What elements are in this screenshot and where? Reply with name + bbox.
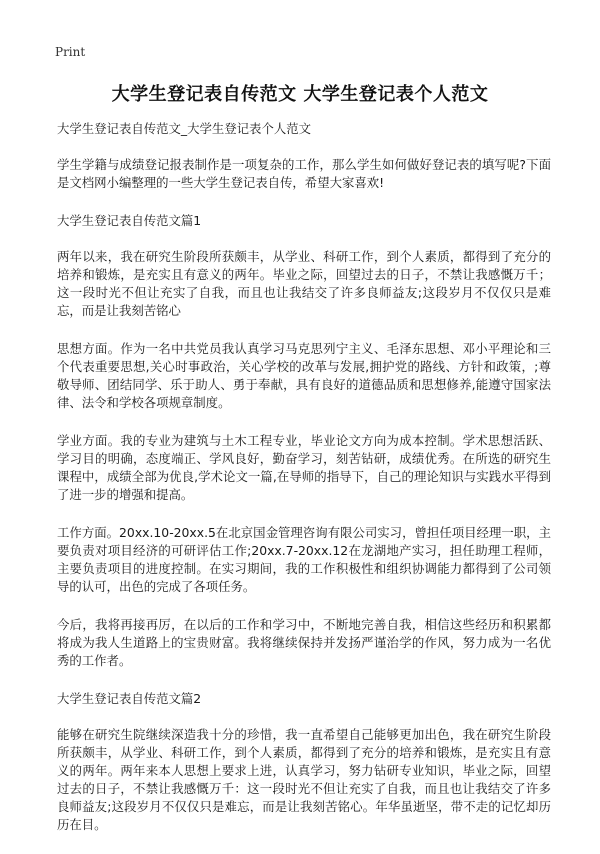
body-paragraph: 工作方面。20xx.10-20xx.5在北京国金管理咨询有限公司实习，曾担任项目经理一职，主要负责对项目经济的可研评估工作;20xx.7-20xx.12在龙湖地产实习，担任助理工程师，主要负责项目的进度控制。在实习期间，我的工作积极性和组织协调能力都得到了公司领导的认可，出色的完成了各项任务。 <box>57 525 551 594</box>
body-paragraph: 学业方面。我的专业为建筑与土木工程专业，毕业论文方向为成本控制。学术思想活跃、学习目的明确，态度端正、学风良好，勤奋学习，刻苦钻研，成绩优秀。在所选的研究生课程中，成绩全部为优良,学术论文一篇,在导师的指导下，自己的理论知识与实践水平得到了进一步的增强和提高。 <box>57 433 551 502</box>
intro-paragraph: 学生学籍与成绩登记报表制作是一项复杂的工作，那么学生如何做好登记表的填写呢?下面是文档网小编整理的一些大学生登记表自传，希望大家喜欢! <box>57 157 551 190</box>
article-subtitle: 大学生登记表自传范文_大学生登记表个人范文 <box>57 121 312 136</box>
body-paragraph: 今后，我将再接再厉，在以后的工作和学习中，不断地完善自我，相信这些经历和积累都将成为我人生道路上的宝贵财富。我将继续保持并发扬严谨治学的作风，努力成为一名优秀的工作者。 <box>57 617 551 668</box>
article-body <box>57 120 551 854</box>
body-paragraph: 两年以来，我在研究生阶段所获颇丰，从学业、科研工作，到个人素质，都得到了充分的培养和锻炼，是充实且有意义的两年。毕业之际，回望过去的日子，不禁让我感慨万千；这一段时光不但让充实了自我，而且也让我结交了许多良师益友;这段岁月不仅仅只是难忘，而是让我刻苦铭心 <box>57 249 551 318</box>
print-link[interactable]: Print <box>55 45 86 59</box>
section-heading-2: 大学生登记表自传范文篇2 <box>57 691 202 706</box>
section-heading-1: 大学生登记表自传范文篇1 <box>57 213 202 228</box>
page-title: 大学生登记表自传范文 大学生登记表个人范文 <box>111 84 489 105</box>
body-paragraph: 思想方面。作为一名中共党员我认真学习马克思列宁主义、毛泽东思想、邓小平理论和三个代表重要思想,关心时事政治，关心学校的改革与发展,拥护党的路线、方针和政策，;尊敬导师、团结同学、乐于助人、勇于奉献，具有良好的道德品质和思想修养,能遵守国家法律、法令和学校各项规章制度。 <box>57 341 551 410</box>
body-paragraph: 能够在研究生院继续深造我十分的珍惜，我一直希望自己能够更加出色，我在研究生阶段所获颇丰，从学业、科研工作，到个人素质，都得到了充分的培养和锻炼，是充实且有意义的两年。两年来本人思想上要求上进，认真学习，努力钻研专业知识，毕业之际，回望过去的日子，不禁让我感慨万千：这一段时光不但让充实了自我，而且也让我结交了许多良师益友;这段岁月不仅仅只是难忘，而是让我刻苦铭心。年华虽逝坚，带不走的记忆却历历在目。 <box>57 727 551 832</box>
